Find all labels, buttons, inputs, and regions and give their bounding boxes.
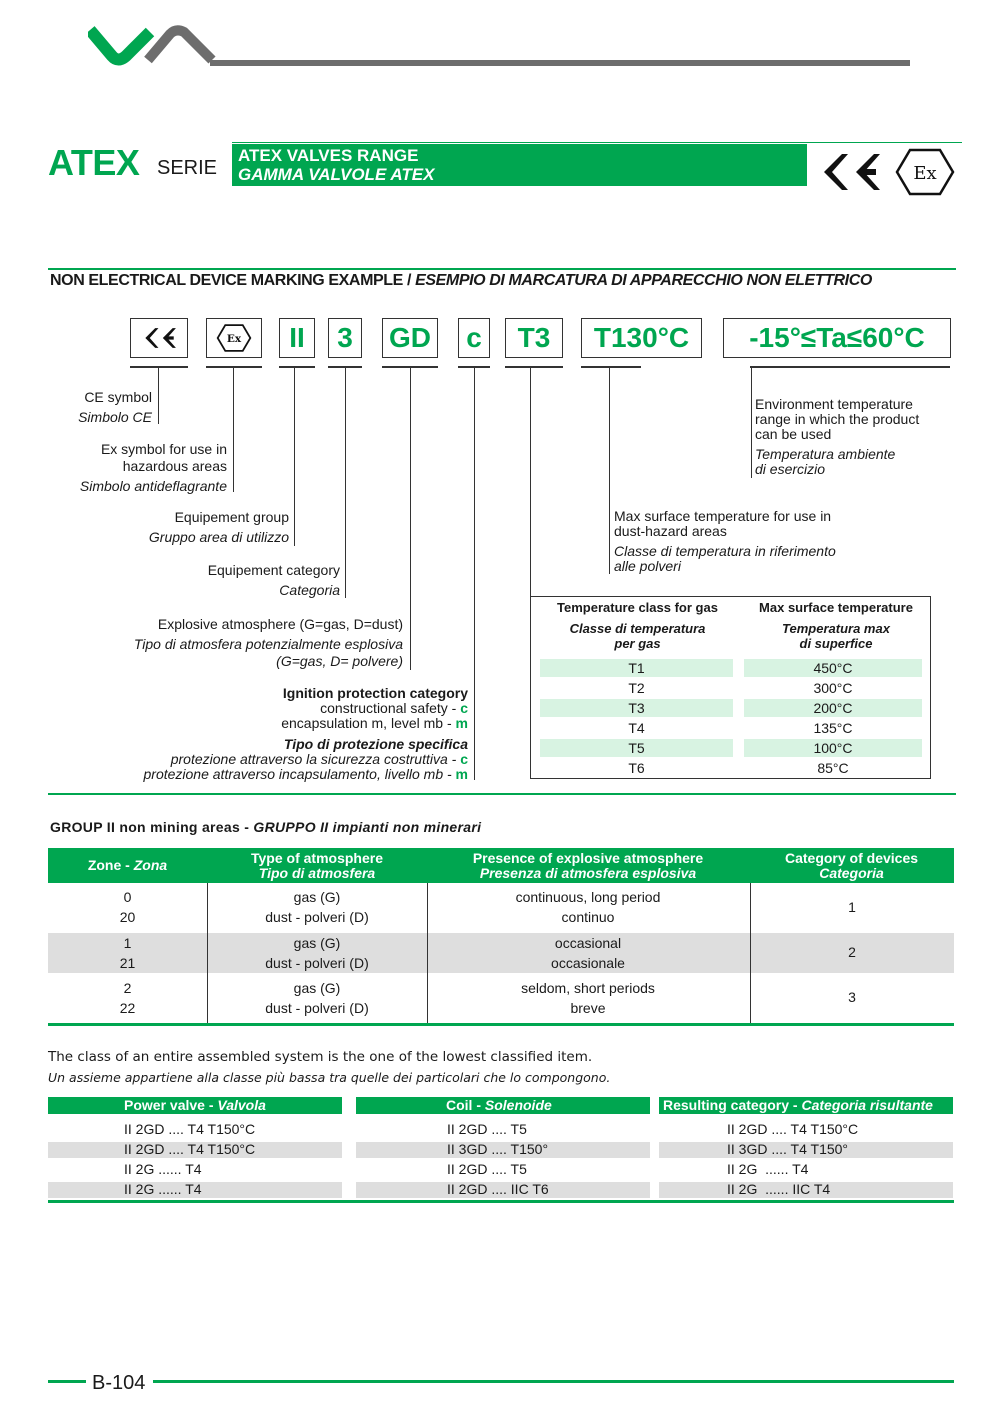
type-cell-gas: gas (G) [293, 935, 341, 951]
valve-cell: II 2GD .... T4 T150°C [124, 1121, 256, 1137]
underline [505, 366, 563, 368]
maxsurf-label-en1: Max surface temperature for use in [614, 508, 832, 524]
page-title: ATEX [48, 142, 140, 183]
table-row [48, 933, 207, 973]
coil-cell: II 3GD .... T150° [447, 1141, 549, 1157]
env-label-en3: can be used [755, 426, 832, 442]
combo-header-valve [48, 1097, 342, 1114]
ignition-title-en: Ignition protection category [282, 685, 468, 701]
valve-cell: II 2G ...... T4 [124, 1181, 202, 1197]
type-header-en: Type of atmosphere [251, 849, 383, 866]
group-title-sep: - [240, 819, 254, 835]
code-m: m [455, 766, 468, 782]
atmosphere-label-en: Explosive atmosphere (G=gas, D=dust) [157, 616, 403, 632]
marking-box-ex [206, 318, 262, 358]
combo-header-coil [356, 1097, 650, 1114]
leader-line [294, 368, 295, 546]
presence-cell [427, 978, 749, 1018]
col1-header-en: Temperature class for gas [557, 600, 718, 615]
presence-header-it: Presenza di atmosfera esplosiva [479, 864, 697, 881]
temp-class-cell: T6 [628, 760, 645, 776]
ex-label-en1: Ex symbol for use in [100, 441, 227, 457]
leader-line [345, 368, 346, 598]
zone-cell: 22 [119, 1000, 136, 1016]
header-bar-title-it: GAMMA VALVOLE ATEX [238, 165, 435, 184]
type-cell-dust: dust - polveri (D) [265, 1000, 369, 1016]
category-header-it: Categoria [819, 864, 884, 881]
env-label-en1: Environment temperature [755, 396, 913, 412]
code-c: c [460, 751, 468, 767]
ce-small-icon [141, 326, 177, 350]
group-label [149, 509, 289, 546]
marking-box-temp-class: T3 [505, 318, 563, 358]
coil-header-en: Coil - [446, 1097, 485, 1113]
footer-rule-left [48, 1380, 86, 1383]
leader-line [751, 368, 752, 478]
ignition-line1-it-text: protezione attraverso la sicurezza costruttiva - [170, 751, 461, 767]
temp-class-cell: T1 [540, 659, 733, 677]
ex-mark-icon [895, 148, 955, 196]
zone-header-it: Zona [133, 857, 168, 873]
brand-logo [88, 22, 223, 70]
type-cell-dust: dust - polveri (D) [265, 955, 369, 971]
ignition-label [144, 686, 469, 782]
valve-header-it: Valvola [217, 1097, 266, 1113]
temp-value-cell: 85°C [817, 760, 849, 776]
category-cell: 1 [848, 899, 856, 915]
coil-header-it: Solenoide [484, 1097, 552, 1113]
env-label-it1: Temperatura ambiente [755, 446, 896, 462]
group-header-category [749, 848, 954, 883]
temp-class-cell: T4 [628, 720, 645, 736]
type-cell [207, 933, 427, 973]
underline [279, 366, 315, 368]
presence-cell-en: seldom, short periods [521, 980, 655, 996]
ignition-line2-text: encapsulation m, level mb - [281, 715, 456, 731]
type-cell [207, 887, 427, 927]
group-title-it: GRUPPO II impianti non minerari [253, 819, 482, 835]
col2-header-en: Max surface temperature [759, 600, 913, 615]
presence-cell-en: occasional [554, 935, 622, 951]
valve-cell: II 2G ...... T4 [124, 1161, 202, 1177]
underline [130, 366, 188, 368]
temp-value-cell: 135°C [813, 720, 853, 736]
temp-table-col1-header [540, 600, 735, 651]
ignition-line2-it-text: protezione attraverso incapsulamento, livello mb - [143, 766, 456, 782]
marking-box-protection: c [458, 318, 490, 358]
coil-cell: II 2GD .... IIC T6 [447, 1181, 549, 1197]
col2-header-it1: Temperatura max [782, 621, 890, 636]
atmosphere-label [134, 616, 403, 670]
presence-cell-en: continuous, long period [515, 889, 661, 905]
temp-table-col2-header [742, 600, 930, 651]
marking-title-it: ESEMPIO DI MARCATURA DI APPARECCHIO NON ELETTRICO [415, 272, 872, 289]
ce-label-en: CE symbol [84, 389, 152, 405]
temp-value-cell: 450°C [744, 659, 922, 677]
atmosphere-label-it1: Tipo di atmosfera potenzialmente esplosiva [133, 636, 403, 652]
type-header-it: Tipo di atmosfera [258, 864, 376, 881]
result-cell: II 3GD .... T4 T150° [727, 1141, 849, 1157]
ex-label-it: Simbolo antideflagrante [79, 478, 227, 494]
zone-cell: 0 [123, 889, 132, 905]
result-cell: II 2G ...... T4 [727, 1161, 809, 1177]
ce-label-it: Simbolo CE [78, 409, 152, 425]
underline [206, 366, 262, 368]
coil-cell: II 2GD .... T5 [447, 1121, 527, 1137]
leader-line [410, 368, 411, 670]
header-bar-rule [232, 142, 962, 143]
result-header-it: Categoria risultante [801, 1097, 933, 1113]
zone-cell: 1 [123, 935, 132, 951]
type-cell [207, 978, 427, 1018]
code-c: c [460, 700, 468, 716]
underline [750, 366, 950, 368]
type-cell-gas: gas (G) [293, 889, 341, 905]
category-label [208, 562, 340, 599]
category-cell: 2 [848, 944, 856, 960]
leader-line [158, 368, 159, 424]
temp-class-cell: T2 [628, 680, 645, 696]
leader-line [233, 368, 234, 492]
category-header-en: Category of devices [784, 849, 919, 866]
ce-symbol-label [78, 389, 152, 426]
table-row [48, 887, 207, 927]
presence-cell-it: breve [570, 1000, 606, 1016]
valve-cell: II 2GD .... T4 T150°C [124, 1141, 256, 1157]
marking-box-surface-temp: T130°C [581, 318, 702, 358]
marking-section-title [50, 272, 872, 290]
zone-cell: 21 [119, 955, 136, 971]
leader-line [474, 368, 475, 780]
env-label-en2: range in which the product [755, 411, 920, 427]
marking-title-en: NON ELECTRICAL DEVICE MARKING EXAMPLE [50, 272, 403, 289]
group-label-it: Gruppo area di utilizzo [148, 529, 289, 545]
marking-title-sep: / [402, 272, 416, 289]
presence-cell-it: continuo [561, 909, 615, 925]
category-label-it: Categoria [279, 582, 340, 598]
ignition-line1 [144, 701, 469, 716]
ignition-line1-text: constructional safety - [320, 700, 461, 716]
ignition-line2 [144, 716, 469, 731]
ignition-title-it: Tipo di protezione specifica [283, 736, 468, 752]
ex-symbol-label [80, 441, 227, 495]
group-section-title [50, 819, 481, 835]
header-rule [210, 60, 910, 66]
ignition-line1-it [144, 752, 469, 767]
underline [581, 366, 641, 368]
env-label-it2: di esercizio [755, 461, 826, 477]
leader-line [530, 368, 531, 598]
maxsurf-label-it1: Classe di temperatura in riferimento [614, 543, 836, 559]
max-surface-label [614, 509, 836, 574]
svg-text:Ex: Ex [913, 163, 937, 184]
environment-temp-label [755, 397, 919, 477]
marking-box-category: 3 [328, 318, 362, 358]
ignition-line2-it [144, 767, 469, 782]
valve-header-en: Power valve - [124, 1097, 218, 1113]
temp-class-cell: T3 [540, 699, 733, 717]
temp-value-cell: 100°C [744, 739, 922, 757]
col2-header-it2: di superfice [799, 636, 873, 651]
class-note-en: The class of an entire assembled system is the one of the lowest classified item. [48, 1049, 593, 1065]
temp-class-cell: T5 [540, 739, 733, 757]
col1-header-it1: Classe di temperatura [569, 621, 706, 636]
ce-mark-icon [818, 150, 880, 194]
footer-rule-right [153, 1380, 954, 1383]
header-bar-title-en: ATEX VALVES RANGE [238, 146, 419, 165]
maxsurf-label-en2: dust-hazard areas [614, 523, 727, 539]
marking-box-ambient-temp: -15°≤Ta≤60°C [723, 318, 951, 358]
serie-label: SERIE [157, 157, 218, 179]
page-number: B-104 [92, 1372, 146, 1394]
zone-cell: 2 [123, 980, 132, 996]
group-header-presence [427, 848, 749, 883]
presence-cell-it: occasionale [551, 955, 625, 971]
marking-box-atmosphere: GD [382, 318, 438, 358]
table-row [48, 978, 207, 1018]
zone-header-en: Zone - [87, 857, 134, 873]
presence-cell [427, 887, 749, 927]
group-header-type [207, 848, 427, 883]
combo-header-result [659, 1097, 953, 1114]
col1-header-it2: per gas [614, 636, 661, 651]
svg-text:Ex: Ex [226, 333, 242, 346]
coil-cell: II 2GD .... T5 [447, 1161, 527, 1177]
result-cell: II 2G ...... IIC T4 [727, 1181, 831, 1197]
group-label-en: Equipement group [174, 509, 289, 525]
marking-box-group: II [279, 318, 315, 358]
class-note-it: Un assieme appartiene alla classe più bassa tra quelle dei particolari che lo compongono. [48, 1070, 611, 1085]
category-label-en: Equipement category [207, 562, 340, 578]
ex-small-icon [214, 324, 254, 352]
group-title-en: GROUP II non mining areas [50, 819, 241, 835]
group-header-zone [48, 848, 207, 883]
marking-box-ce [130, 318, 188, 358]
zone-header [48, 858, 207, 873]
result-cell: II 2GD .... T4 T150°C [727, 1121, 859, 1137]
leader-line [609, 368, 610, 574]
combo-bottom-rule [48, 1200, 954, 1203]
zone-cell: 20 [119, 909, 136, 925]
temp-value-cell: 300°C [813, 680, 853, 696]
section-rule [48, 793, 956, 795]
type-cell-gas: gas (G) [293, 980, 341, 996]
temp-value-cell: 200°C [744, 699, 922, 717]
result-header-en: Resulting category - [663, 1097, 802, 1113]
presence-cell [427, 933, 749, 973]
type-cell-dust: dust - polveri (D) [265, 909, 369, 925]
atmosphere-label-it2: (G=gas, D= polvere) [276, 653, 403, 669]
category-cell: 3 [848, 989, 856, 1005]
section-rule [48, 268, 956, 270]
maxsurf-label-it2: alle polveri [614, 558, 681, 574]
presence-header-en: Presence of explosive atmosphere [472, 849, 704, 866]
code-m: m [455, 715, 468, 731]
table-bottom-rule [48, 1023, 954, 1026]
ex-label-en2: hazardous areas [122, 458, 227, 474]
